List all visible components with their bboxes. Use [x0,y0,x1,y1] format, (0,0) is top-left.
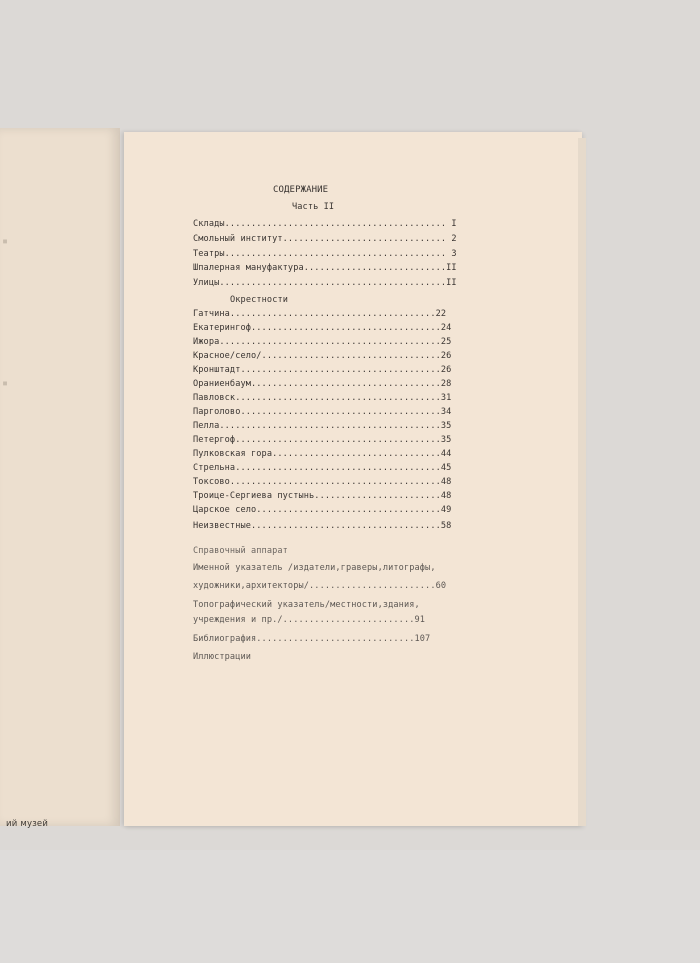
toc-entry: Токсово........................................48 [193,477,452,487]
toc-entry: Пулковская гора................................44 [193,449,452,459]
toc-entry: Именной указатель /издатели,граверы,литографы, [193,563,436,573]
toc-entry: Библиография..............................107 [193,634,431,644]
toc-entry: Петергоф.......................................35 [193,435,452,445]
toc-entry: Екатерингоф....................................24 [193,323,452,333]
toc-entry: Кронштадт......................................26 [193,365,452,375]
contents-title: СОДЕРЖАНИЕ [273,185,329,195]
toc-entry: Иллюстрации [193,652,252,662]
bleed-mark: ▪ [2,378,9,389]
toc-entry: Театры.......................................... 3 [193,249,457,259]
toc-entry: учреждения и пр./.........................91 [193,615,426,625]
museum-text-fragment: ий музей [6,819,49,829]
toc-entry: Гатчина.......................................22 [193,309,447,319]
toc-entry: Шпалерная мануфактура...........................II [193,263,457,273]
bleed-mark: ▪ [2,236,9,247]
toc-entry: Смольный институт............................... 2 [193,234,457,244]
toc-entry: Парголово......................................34 [193,407,452,417]
toc-entry: Красное/село/..................................26 [193,351,452,361]
toc-entry: Ижора..........................................25 [193,337,452,347]
page-edge [578,138,586,826]
toc-entry: Троице-Сергиева пустынь........................48 [193,491,452,501]
toc-entry: Павловск.......................................31 [193,393,452,403]
toc-entry: художники,архитекторы/........................60 [193,581,447,591]
toc-entry: Топографический указатель/местности,здания, [193,600,420,610]
toc-entry: Царское село...................................49 [193,505,452,515]
toc-entry: Улицы...........................................II [193,278,457,288]
section-heading: Справочный аппарат [193,546,288,556]
toc-entry: Стрельна.......................................45 [193,463,452,473]
toc-entry: Склады.......................................... I [193,219,457,229]
toc-entry: Неизвестные....................................58 [193,521,452,531]
section-heading: Окрестности [230,295,289,305]
part-label: Часть II [292,202,335,212]
toc-entry: Ораниенбаум....................................28 [193,379,452,389]
left-page [0,128,120,829]
toc-entry: Пелла..........................................35 [193,421,452,431]
background-bottom [0,850,700,963]
